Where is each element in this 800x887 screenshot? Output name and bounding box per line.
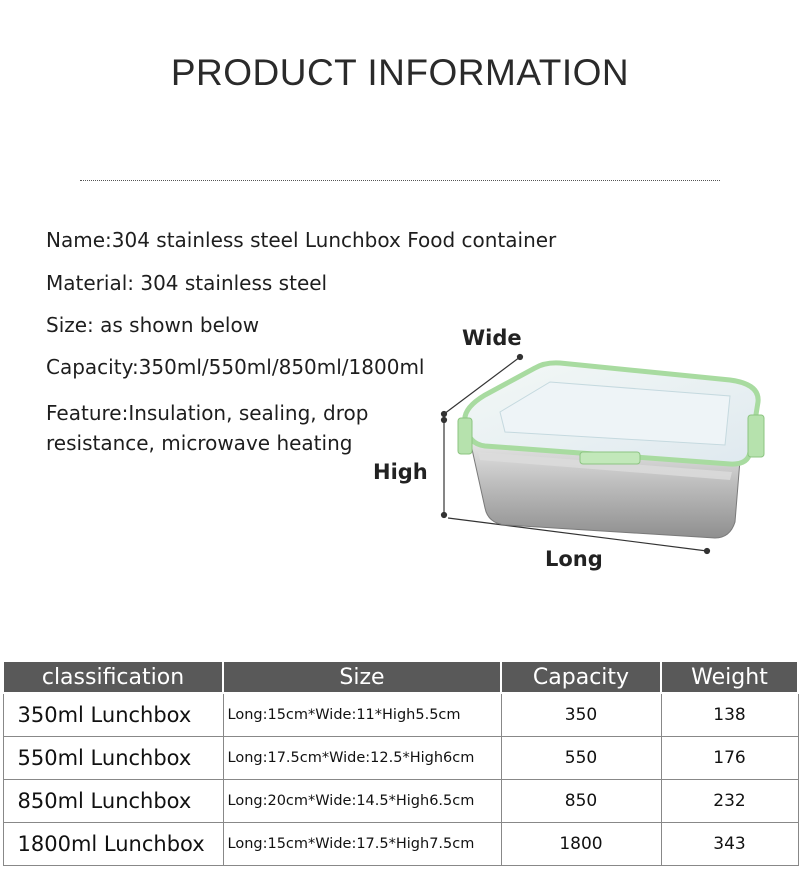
cell-classification: 350ml Lunchbox [3,693,223,737]
table-row [3,737,798,780]
table-row [3,693,798,737]
cell-classification: 850ml Lunchbox [3,780,223,823]
dimension-label-long: Long [545,547,603,571]
info-feature [46,398,436,458]
cell-weight: 176 [661,737,798,780]
info-feature-line2: resistance, microwave heating [46,431,353,455]
cell-capacity: 350 [501,693,661,737]
cell-capacity: 550 [501,737,661,780]
cell-weight: 343 [661,823,798,866]
cell-size: Long:15cm*Wide:17.5*High7.5cm [223,823,501,866]
table-header-row [3,661,798,693]
table-row [3,780,798,823]
dotted-divider [80,180,720,181]
cell-size: Long:20cm*Wide:14.5*High6.5cm [223,780,501,823]
cell-size: Long:15cm*Wide:11*High5.5cm [223,693,501,737]
table-row [3,823,798,866]
cell-capacity: 850 [501,780,661,823]
cell-size: Long:17.5cm*Wide:12.5*High6cm [223,737,501,780]
header-classification: classification [3,661,223,693]
info-capacity: Capacity:350ml/550ml/850ml/1800ml [46,355,425,379]
page-title: PRODUCT INFORMATION [170,52,630,93]
header-capacity: Capacity [501,661,661,693]
dimension-label-high: High [373,460,428,484]
info-name: Name:304 stainless steel Lunchbox Food container [46,228,557,252]
info-material: Material: 304 stainless steel [46,271,328,295]
header-weight: Weight [661,661,798,693]
cell-weight: 138 [661,693,798,737]
info-feature-line1: Feature:Insulation, sealing, drop [46,401,369,425]
cell-classification: 550ml Lunchbox [3,737,223,780]
dimension-label-wide: Wide [462,326,522,350]
info-size: Size: as shown below [46,313,260,337]
header-size: Size [223,661,501,693]
lunchbox-image [430,340,790,570]
spec-table [2,660,799,866]
cell-classification: 1800ml Lunchbox [3,823,223,866]
cell-capacity: 1800 [501,823,661,866]
cell-weight: 232 [661,780,798,823]
